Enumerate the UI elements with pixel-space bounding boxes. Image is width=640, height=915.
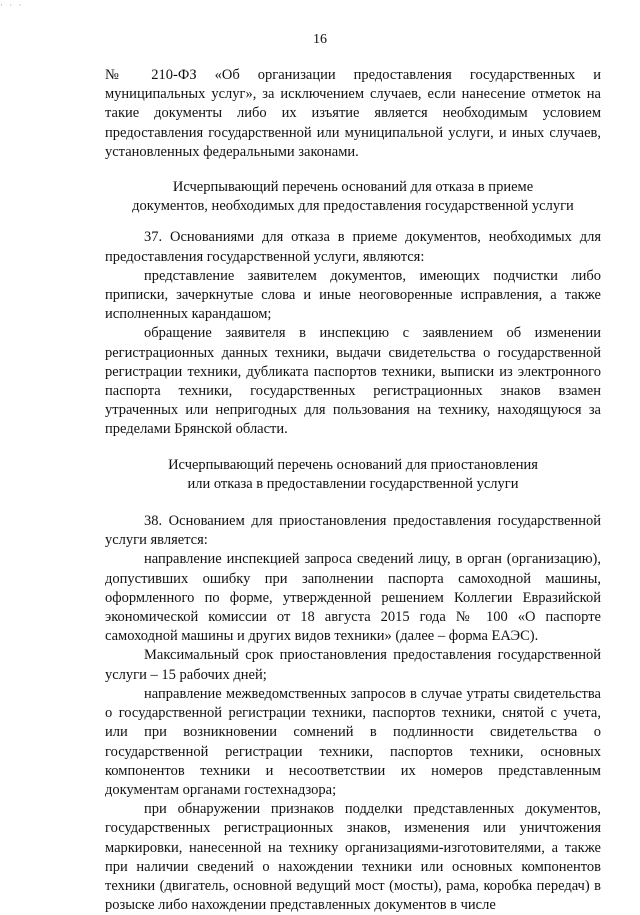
paragraph-37: 37. Основаниями для отказа в приеме документов, необходимых для предоставления государственной услуги, являются: xyxy=(105,229,601,265)
page-number: 16 xyxy=(313,32,327,47)
heading-refusal-grounds xyxy=(105,178,601,216)
heading-line: или отказа в предоставлении государственной услуги xyxy=(187,475,519,492)
spacer xyxy=(105,216,601,228)
paragraph-38-item-interagency: направление межведомственных запросов в случае утраты свидетельства о государственной регистрации техники, паспортов техники, снятой с учета, или при возникновении сомнений в подлинности свидетельства о государственной регистрации техники, паспортов техники, основных компонентов техники и несоответствии их номеров представленным документам органами гостехнадзора; xyxy=(105,685,601,798)
spacer xyxy=(105,494,601,512)
heading-line: Исчерпывающий перечень оснований для отказа в приеме xyxy=(172,179,534,196)
paragraph-38-item-forgery: при обнаружении признаков подделки представленных документов, государственных регистрационных знаков, изменения или уничтожения маркировки, нанесенной на технику организациями-изготовителями, а также при наличии сведений о нахождении техники или основных компонентов техники (двигатель, основной ведущий мост (мосты), рама, коробка передач) в розыске либо нахождении представленных документов в числе xyxy=(105,801,601,914)
document-body xyxy=(105,66,601,915)
paragraph-38: 38. Основанием для приостановления предоставления государственной услуги является: xyxy=(105,513,601,549)
scan-corner-mark: · · · xyxy=(0,0,24,10)
paragraph-38-item-inquiry: направление инспекцией запроса сведений лицу, в орган (организацию), допустивших ошибку при заполнении паспорта самоходной машины, оформленного по форме, утвержденной решением Коллегии Евразийской экономической комиссии от 18 августа 2015 года № 100 «О паспорте самоходной машины и других видов техники» (далее – форма ЕАЭС). xyxy=(105,551,601,645)
heading-line: Исчерпывающий перечень оснований для приостановления xyxy=(168,456,538,473)
paragraph-38-max-term: Максимальный срок приостановления предоставления государственной услуги – 15 рабочих дней; xyxy=(105,647,601,683)
paragraph-37-item-erasures: представление заявителем документов, имеющих подчистки либо приписки, зачеркнутые слова и иные неоговоренные исправления, а также исполненных карандашом; xyxy=(105,267,601,323)
spacer xyxy=(105,440,601,456)
paragraph-37-item-outside-region: обращение заявителя в инспекцию с заявлением об изменении регистрационных данных техники, выдачи свидетельства о государственной регистрации техники, дубликата паспортов техники, выписки из электронного паспорта техники, государственных регистрационных знаков взамен утраченных или непригодных для пользования на технику, находящуюся за пределами Брянской области. xyxy=(105,325,601,438)
heading-line: документов, необходимых для предоставления государственной услуги xyxy=(132,198,574,215)
heading-suspension-grounds xyxy=(105,456,601,494)
spacer xyxy=(105,162,601,178)
paragraph-intro: № 210-ФЗ «Об организации предоставления государственных и муниципальных услуг», за исключением случаев, если нанесение отметок на такие документы либо их изъятие является необходимым условием предоставления государственной или муниципальной услуги, и иных случаев, установленных федеральными законами. xyxy=(105,67,601,160)
